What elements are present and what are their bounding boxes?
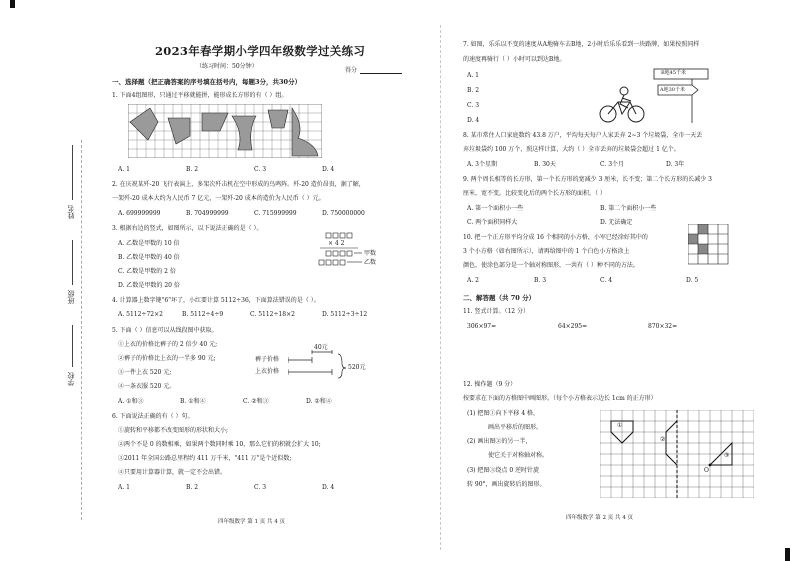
q3-vertical-multiplier: × 4 2 xyxy=(328,240,345,247)
cyclist-illustration xyxy=(598,86,646,124)
q3-label-jia: 甲数 xyxy=(364,250,377,257)
q3-label-yi: 乙数 xyxy=(364,259,377,266)
q7-line2: 的速度再骑行（ ）小时可以到达B地。 xyxy=(463,56,566,63)
binding-school-label: 学校 xyxy=(67,372,75,386)
q6-option-b[interactable]: B. 2 xyxy=(186,484,199,491)
q10-square-grid xyxy=(688,224,730,266)
q5-option-b[interactable]: B. ①和④ xyxy=(180,398,206,405)
time-note: （练习时间：50分钟） xyxy=(196,63,258,70)
scan-edge-top xyxy=(10,0,15,8)
scan-edge-bottom xyxy=(785,548,790,561)
binding-class-blank[interactable] xyxy=(72,240,74,285)
q12-item-3a: (3) 把图③绕点 0 逆时针旋 xyxy=(467,467,540,474)
q5-stem: 5. 下面（ ）信息可以从线段图中获取。 xyxy=(112,327,218,334)
q5-item-2: ②裤子的价格比上衣的一半多 90 元; xyxy=(118,355,216,362)
page-fold-line xyxy=(440,25,441,550)
q1-stem: 1. 下面4组图形，只通过平移就能拼，能形成长方形的有（ ）组。 xyxy=(112,92,288,99)
q2-line1: 2. 在庆祝某歼-20 飞行表演上，多架次歼击机在空中形成的鸟鸣阵。歼-20 造价昂贵，据了解， xyxy=(112,181,365,188)
q8-option-c[interactable]: C. 3个月 xyxy=(600,161,625,168)
q5-diagram-coat: 上衣价格 xyxy=(255,368,280,375)
q12-label-two: ② xyxy=(660,436,666,443)
q9-option-a[interactable]: A. 第一个面积小一些 xyxy=(467,205,524,212)
q10-line2: 3 个小方格（如右图所示），请再给图中的 1 个白色小方格涂上 xyxy=(463,248,630,255)
q3-option-b[interactable]: B. 乙数是甲数的 40 倍 xyxy=(118,254,180,261)
q4-option-b[interactable]: B. 5112÷4÷9 xyxy=(182,311,224,318)
q12-label-o: O xyxy=(704,467,709,474)
q5-option-c[interactable]: C. ②和③ xyxy=(243,398,269,405)
q8-line1: 8. 某市常住人口家庭数约 43.8 万户，平均每天每户人家丢弃 2~3 个垃圾袋，全市一天丢 xyxy=(463,132,703,139)
q9-line1: 9. 两个周长相等的长方形，第一个长方形的宽减少 3 厘米，长不变；第二个长方形的长减少 3 xyxy=(463,176,712,183)
q7-line1: 7. 如图，乐乐以不变的速度从A地骑车去B地，2小时后乐乐看到一块路牌，如果按照同样 xyxy=(463,41,700,48)
q3-option-d[interactable]: D. 乙数是甲数的 20 倍 xyxy=(118,282,180,289)
q1-figure-grid xyxy=(128,104,322,158)
q4-option-d[interactable]: D. 5112÷3÷12 xyxy=(322,311,368,318)
binding-name-blank[interactable] xyxy=(72,145,74,200)
q5-item-4: ④一条衣服 520 元。 xyxy=(118,383,176,390)
q2-option-a[interactable]: A. 699999999 xyxy=(118,210,161,217)
section-choice-heading: 一、选择题（把正确答案的序号填在括号内，每题3分，共30分） xyxy=(112,78,302,86)
q10-option-c[interactable]: C. 4 xyxy=(600,277,613,284)
q1-option-b[interactable]: B. 2 xyxy=(186,166,199,173)
q12-drawing-grid[interactable] xyxy=(600,410,754,498)
score-label: 得分 xyxy=(345,67,358,74)
q9-option-d[interactable]: D. 无法确定 xyxy=(600,219,633,226)
q12-item-2b: 使它关于对称轴对称。 xyxy=(488,452,549,459)
q9-option-b[interactable]: B. 第二个面积小一些 xyxy=(600,205,657,212)
q5-diagram-total: 520元 xyxy=(348,364,366,371)
score-blank[interactable] xyxy=(360,73,402,74)
q9-line2: 厘米，宽不变。比较变化后的两个长方形的面积。（ ） xyxy=(463,190,606,197)
q3-stem: 3. 根据右边的竖式，如图所示，以下说法正确的是（ ）。 xyxy=(112,225,263,232)
q12-stem: 12. 操作题（9 分） xyxy=(463,381,517,388)
q10-option-d[interactable]: D. 5 xyxy=(686,277,699,284)
q8-line2: 弃垃圾袋约 100 万个，照这样计算，大约（ ）全市丢弃的垃圾袋会超过 1 亿个。 xyxy=(463,146,680,153)
road-sign-a: A地30千米 xyxy=(660,87,685,93)
q7-option-b[interactable]: B. 2 xyxy=(467,87,480,94)
q2-option-c[interactable]: C. 715999999 xyxy=(254,210,297,217)
q10-line1: 10. 把一个正方形平均分成 16 个相同的小方格，小军已经涂好其中的 xyxy=(463,234,648,241)
q11-item-2: 64×295= xyxy=(558,323,588,330)
q7-option-c[interactable]: C. 3 xyxy=(467,102,480,109)
q3-vertical-frame xyxy=(318,232,366,268)
binding-school-blank[interactable] xyxy=(72,325,74,367)
q2-option-b[interactable]: B. 704999999 xyxy=(186,210,229,217)
q11-stem: 11. 竖式计算。（12 分） xyxy=(463,308,529,315)
q4-option-c[interactable]: C. 5112÷18×2 xyxy=(250,311,295,318)
q5-diagram-pants: 裤子价格 xyxy=(255,356,280,363)
q1-option-d[interactable]: D. 4 xyxy=(322,166,335,173)
q12-label-three: ③ xyxy=(724,452,730,459)
q6-option-c[interactable]: C. 3 xyxy=(254,484,267,491)
q6-stem: 6. 下面说法正确的有（ ）句。 xyxy=(112,413,194,420)
q5-item-1: ①上衣的价格比裤子的 2 倍少 40 元; xyxy=(118,341,218,348)
q10-option-a[interactable]: A. 2 xyxy=(467,277,479,284)
q12-label-one: ① xyxy=(617,422,623,429)
q12-note: 按要求在下面的方格图中画图形。（每个小方格表示边长 1cm 的正方形） xyxy=(463,395,657,402)
binding-line xyxy=(81,140,82,520)
left-page-footer: 四年级数学 第 1 页 共 4 页 xyxy=(218,519,285,525)
q6-item-4: ④只要用计算器计算，就一定不会出错。 xyxy=(118,469,227,476)
page-title: 2023年春学期小学四年级数学过关练习 xyxy=(155,44,366,58)
q8-option-d[interactable]: D. 3年 xyxy=(666,161,685,168)
q1-option-c[interactable]: C. 3 xyxy=(254,166,267,173)
road-sign-b: B地45千米 xyxy=(661,70,687,76)
q9-option-c[interactable]: C. 两个面积同样大 xyxy=(467,219,518,226)
q2-line2: 一架歼-20 成本大约为人民币 7 亿元，一架歼-20 成本的造价为人民币（ ）元。 xyxy=(112,195,325,202)
q3-option-c[interactable]: C. 乙数是甲数的 2 倍 xyxy=(118,268,176,275)
q4-option-a[interactable]: A. 5112÷72×2 xyxy=(118,311,163,318)
q10-line3: 颜色，使涂色部分是一个轴对称图形，一共有（ ）种不同的方法。 xyxy=(463,262,639,269)
q8-option-a[interactable]: A. 3个星期 xyxy=(467,161,497,168)
q10-option-b[interactable]: B. 3 xyxy=(534,277,547,284)
q7-option-a[interactable]: A. 1 xyxy=(467,72,479,79)
q5-diagram-40: 40元 xyxy=(314,344,328,351)
q5-item-3: ③一件上衣 520 元; xyxy=(118,369,172,376)
q3-option-a[interactable]: A. 乙数是甲数的 10 倍 xyxy=(118,240,180,247)
q12-item-1a: (1) 把图①向下平移 4 格， xyxy=(467,410,540,417)
q12-item-2a: (2) 画出图②的另一半， xyxy=(467,438,532,445)
q12-item-3b: 转 90°，画出旋转后的图形。 xyxy=(467,481,546,488)
q12-item-1b: 画出平移后的图形。 xyxy=(488,424,543,431)
q8-option-b[interactable]: B. 30天 xyxy=(534,161,556,168)
right-page-footer: 四年级数学 第 2 页 共 4 页 xyxy=(566,515,633,521)
q2-option-d[interactable]: D. 750000000 xyxy=(322,210,365,217)
q11-item-1: 306×97= xyxy=(467,323,497,330)
q6-item-2: ②两个不是 0 的数相乘，如果两个数同时乘 10，那么它们的积就会扩大 10; xyxy=(118,441,321,448)
q5-option-d[interactable]: D. ②和④ xyxy=(306,398,332,405)
binding-class-label: 班级 xyxy=(67,290,75,304)
q6-item-1: ①旋转和平移都不改变图形的形状和大小; xyxy=(118,427,229,434)
binding-name-label: 姓名 xyxy=(67,205,75,219)
q4-stem: 4. 计算器上数字键"6"坏了，小红要计算 5112÷36，下面算法错误的是（ ）。 xyxy=(112,297,320,304)
q6-item-3: ③2011 年全国公路总里程约 411 万千米，"411 万"是个近似数; xyxy=(118,455,292,462)
q11-item-3: 870×32= xyxy=(648,323,678,330)
section-solve-heading: 二、解答题（共 70 分） xyxy=(463,294,536,302)
q7-option-d[interactable]: D. 4 xyxy=(467,117,480,124)
q6-option-a[interactable]: A. 1 xyxy=(118,484,130,491)
q5-segment-diagram xyxy=(288,346,388,380)
q6-option-d[interactable]: D. 4 xyxy=(322,484,335,491)
q1-option-a[interactable]: A. 1 xyxy=(118,166,130,173)
q5-option-a[interactable]: A. ①和③ xyxy=(118,398,144,405)
